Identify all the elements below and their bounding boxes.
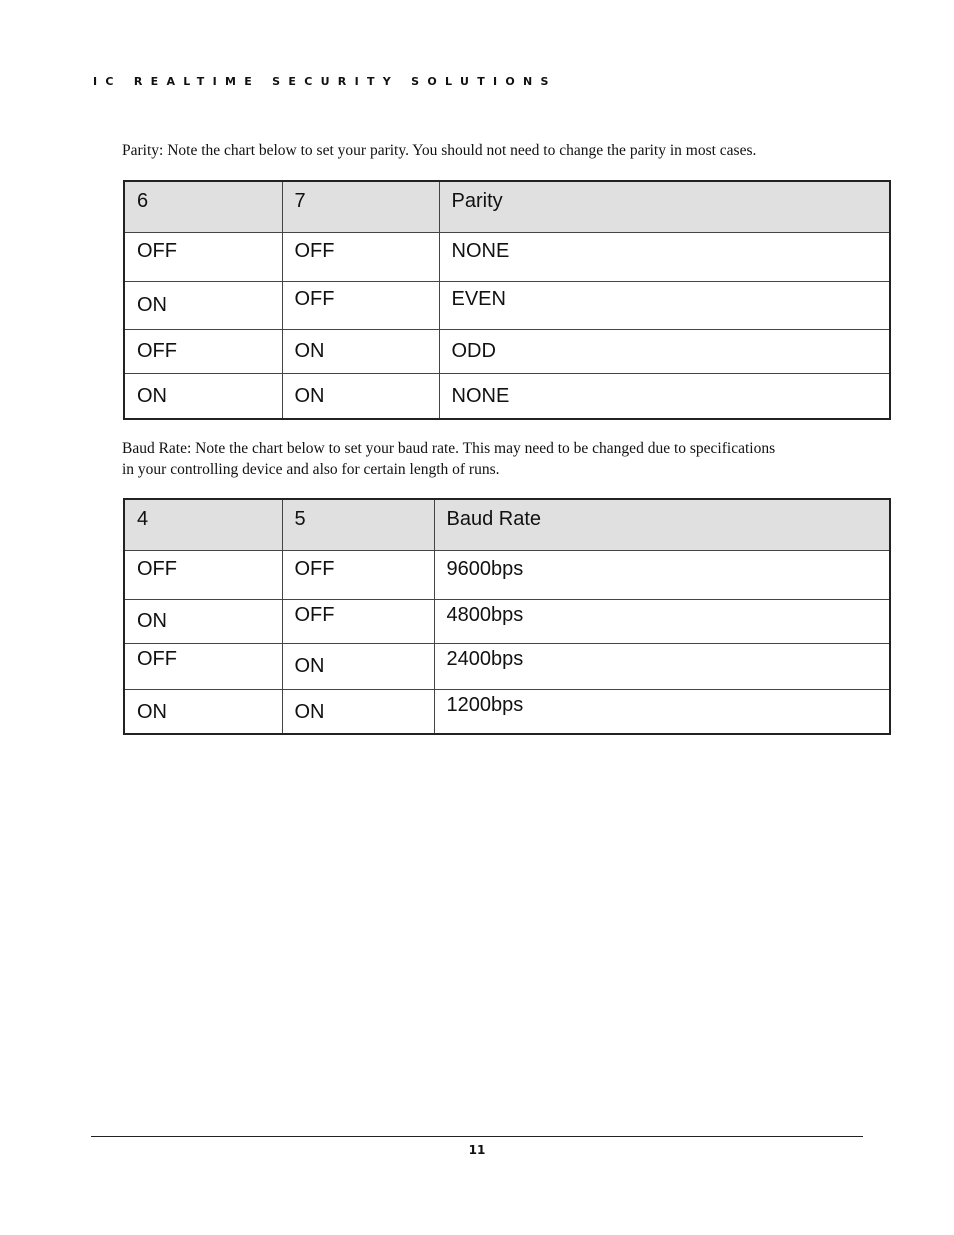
table-cell: ON bbox=[124, 373, 282, 419]
table-row bbox=[124, 689, 890, 734]
table-cell: NONE bbox=[439, 373, 890, 419]
baud-rate-table bbox=[123, 498, 891, 735]
table-row bbox=[124, 599, 890, 643]
header-cell-dip-7: 7 bbox=[282, 181, 439, 232]
table-cell: OFF bbox=[124, 329, 282, 373]
table-cell: 1200bps bbox=[434, 689, 890, 734]
table-row bbox=[124, 329, 890, 373]
table-cell: OFF bbox=[282, 599, 434, 643]
table-cell: ON bbox=[124, 281, 282, 329]
header-cell-baud-rate: Baud Rate bbox=[434, 499, 890, 550]
table-cell: ON bbox=[282, 643, 434, 689]
parity-intro: Parity: Note the chart below to set your parity. You should not need to change the parity in most cases. bbox=[122, 142, 757, 159]
table-cell: ON bbox=[282, 329, 439, 373]
table-row bbox=[124, 281, 890, 329]
table-cell: OFF bbox=[124, 550, 282, 599]
baud-rate-intro bbox=[122, 438, 862, 480]
table-cell: ON bbox=[124, 599, 282, 643]
table-cell: OFF bbox=[282, 281, 439, 329]
table-cell: OFF bbox=[124, 643, 282, 689]
table-cell: ON bbox=[124, 689, 282, 734]
header-cell-parity: Parity bbox=[439, 181, 890, 232]
table-cell: ON bbox=[282, 689, 434, 734]
table-cell: ODD bbox=[439, 329, 890, 373]
table-row bbox=[124, 232, 890, 281]
table-cell: 2400bps bbox=[434, 643, 890, 689]
footer-divider bbox=[91, 1136, 863, 1137]
table-header-row bbox=[124, 499, 890, 550]
table-cell: 4800bps bbox=[434, 599, 890, 643]
table-cell: ON bbox=[282, 373, 439, 419]
page-number: 11 bbox=[468, 1143, 486, 1157]
table-row bbox=[124, 643, 890, 689]
table-row bbox=[124, 373, 890, 419]
running-header: IC REALTIME SECURITY SOLUTIONS bbox=[93, 75, 557, 88]
table-cell: OFF bbox=[282, 550, 434, 599]
header-cell-dip-4: 4 bbox=[124, 499, 282, 550]
table-cell: OFF bbox=[282, 232, 439, 281]
table-row bbox=[124, 550, 890, 599]
table-cell: 9600bps bbox=[434, 550, 890, 599]
header-cell-dip-6: 6 bbox=[124, 181, 282, 232]
parity-table bbox=[123, 180, 891, 420]
baud-rate-intro-line-2: in your controlling device and also for certain length of runs. bbox=[122, 461, 500, 478]
baud-rate-intro-line-1: Baud Rate: Note the chart below to set your baud rate. This may need to be changed due to specifications bbox=[122, 440, 776, 457]
table-cell: NONE bbox=[439, 232, 890, 281]
header-cell-dip-5: 5 bbox=[282, 499, 434, 550]
table-header-row bbox=[124, 181, 890, 232]
table-cell: OFF bbox=[124, 232, 282, 281]
table-cell: EVEN bbox=[439, 281, 890, 329]
